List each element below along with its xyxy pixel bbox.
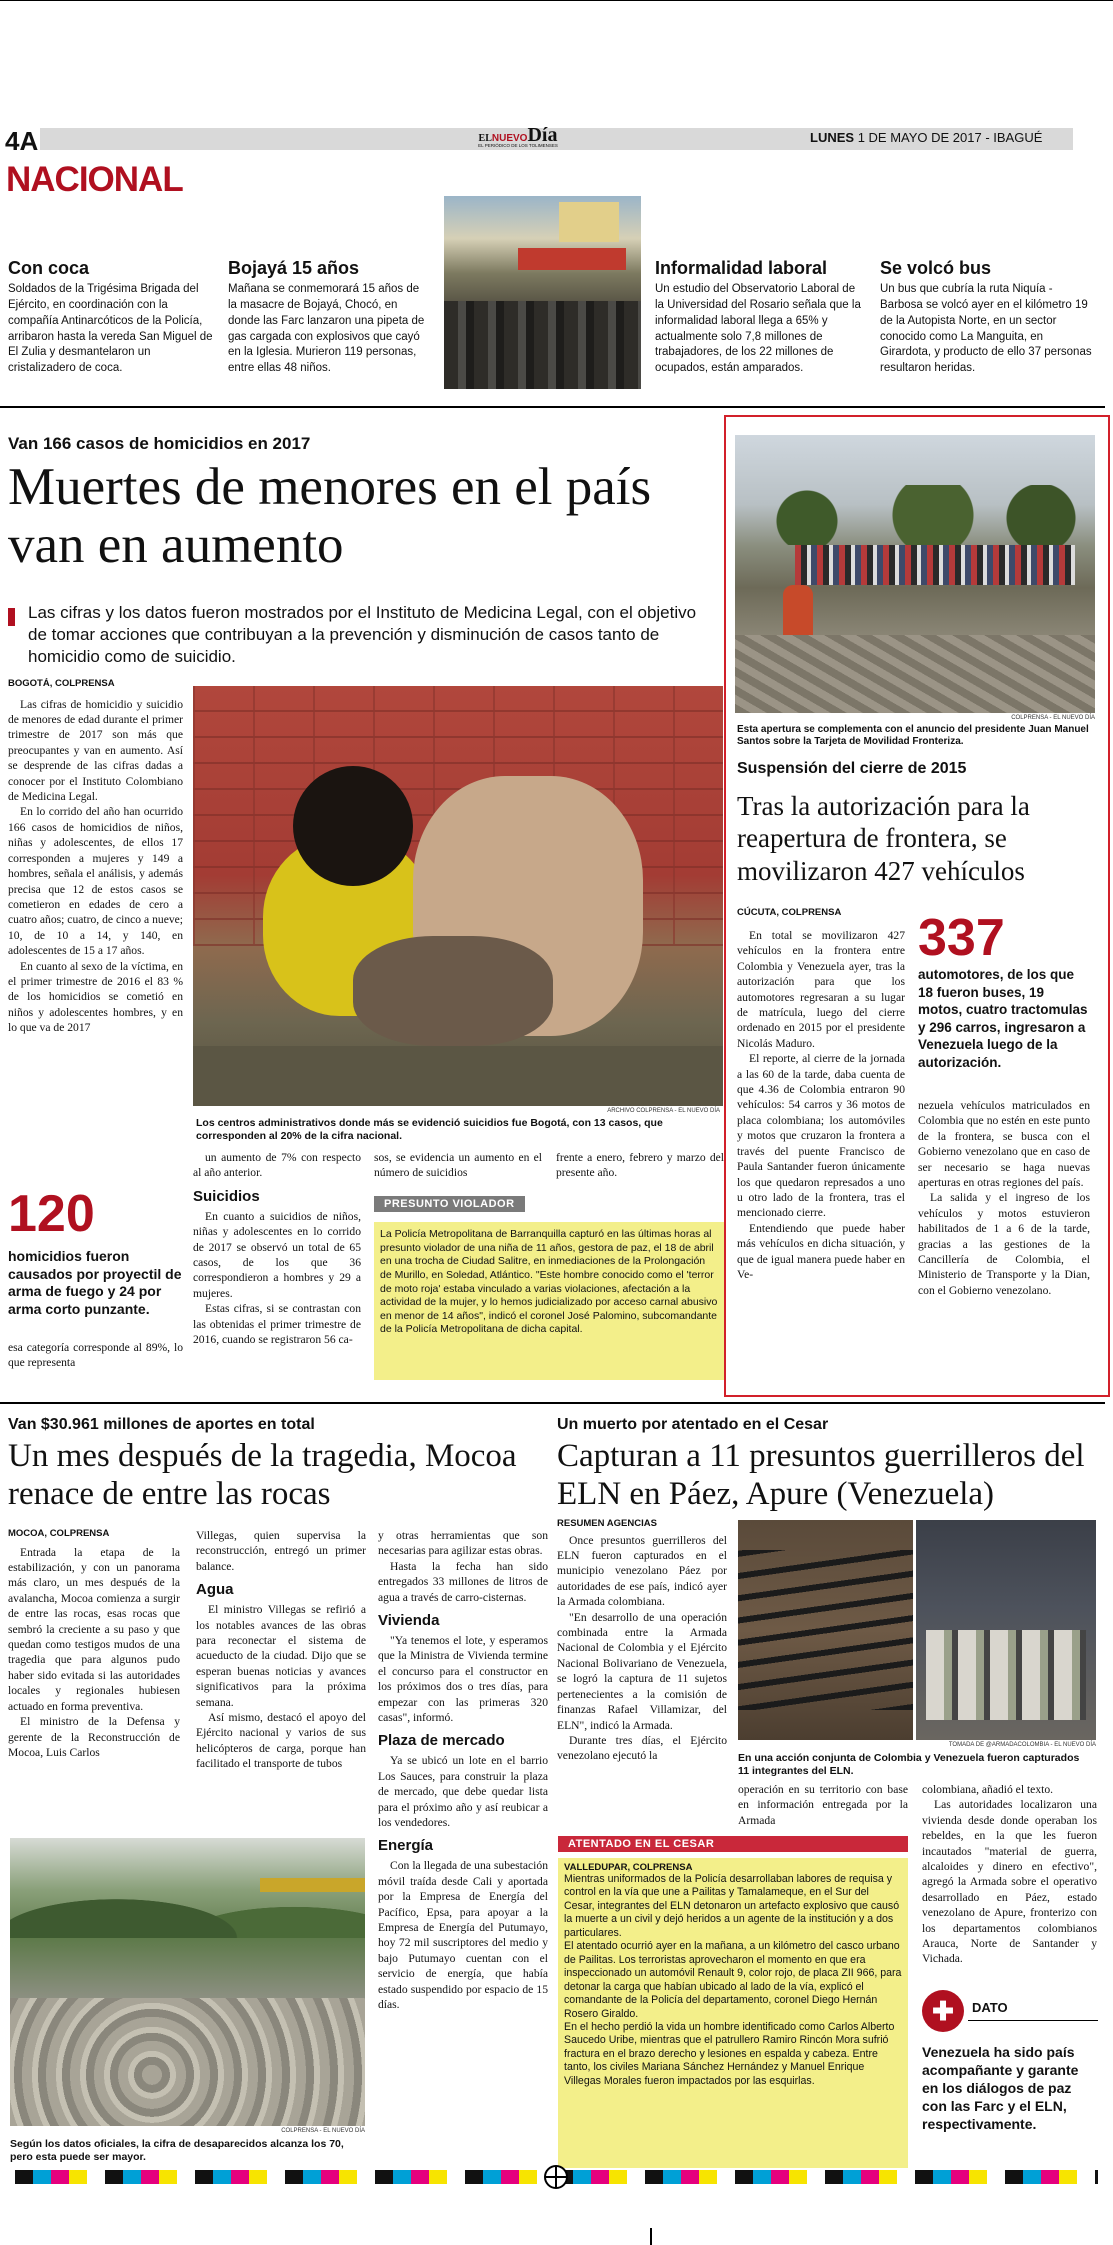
brief-title: Informalidad laboral [655,258,828,278]
frontera-dateline: CÚCUTA, COLPRENSA [737,907,842,918]
muertes-c2b: En cuanto a suicidios de niños, niñas y adolescentes en lo corrido de 2017 se observó un total de 65 casos, de los que 36 correspondieron a hombres y 29 a mujeres. [193,1209,361,1300]
mocoa-col1 [8,1528,180,1836]
mocoa-c3: y otras herramientas que son necesarias para agilizar estas obras. [378,1529,548,1558]
sub-suicidios: Suicidios [193,1187,260,1205]
ground [193,1046,723,1106]
registration-mark-icon [544,2165,568,2189]
logo-tagline: EL PERIÓDICO DE LOS TOLIMENSES [478,143,558,148]
mocoa-c3d: Ya se ubicó un lote en el barrio Los Sauces, para construir la plaza de mercado, que debe quedar lista para el próximo año y así reubicar a los vendedores. [378,1754,548,1829]
brief-title: Bojayá 15 años [228,258,360,278]
sub-energia: Energía [378,1837,434,1855]
atentado-dateline: VALLEDUPAR, COLPRENSA [564,1862,693,1873]
eln-c1c: Durante tres días, el Ejército venezolano ejecutó la [557,1733,727,1763]
boy-photo [193,686,723,1106]
mocoa-col3 [378,1528,548,2168]
muertes-col1-bottom [8,1340,183,1380]
weapons-rifles [738,1550,913,1710]
mocoa-headline: Un mes después de la tragedia, Mocoa renace de entre las rocas [8,1438,517,1512]
stat-after: esa categoría corresponde al 89%, lo que representa [8,1341,183,1370]
brief-text: Soldados de la Trigésima Brigada del Ejército, en coordinación con la compañía Antinarcóticos de la Policía, arribaron hasta la vereda San Miguel de El Zulia y desmantelaron un cristalizadero de coca. [8,283,213,375]
muertes-body3: En cuanto al sexo de la víctima, en el primer trimestre de 2016 el 83 % de los homicidios se cometió en niños y adolescentes hombres, y en lo que va de 2017 [8,959,183,1035]
mocoa-rocks [10,1998,365,2126]
mid-rule [0,1402,1105,1404]
mocoa-c3c: "Ya tenemos el lote, y esperamos que la Ministra de Vivienda termine el concurso para el constructor en los próximos dos o tres días, para empezar con las primeras 320 casas", informó. [378,1633,548,1724]
presunto-violador-band: PRESUNTO VIOLADOR [374,1196,525,1212]
mocoa-col2 [196,1528,366,1828]
briefs-rule [0,406,1105,408]
stat-337-number: 337 [918,909,1005,967]
sub-plaza: Plaza de mercado [378,1732,505,1750]
atentado-text1: Mientras uniformados de la Policía desarrollaban labores de requisa y control en la vía que une a Pailitas y Tamalameque, en el Sur del Cesar, integrantes del ELN detonaron un artefacto explosivo que causó la muerte a un civil y dejó heridos a un agente de la institución y a dos particulares. [564,1873,900,1939]
frontera-photo-caption: Esta apertura se complementa con el anuncio del presidente Juan Manuel Santos sobre la Tarjeta de Movilidad Fronteriza. [737,724,1089,747]
seized-objects [926,1630,1086,1720]
frontera-kicker: Suspensión del cierre de 2015 [737,760,967,777]
atentado-text2: El atentado ocurrió ayer en la mañana, a un kilómetro del casco urbano de Pailitas. Los terroristas aprovecharon el momento en que era inspeccionado un automóvil Renault 9, color rojo, de placa ZII 966, para detonar la carga que habían ubicado al lado de la vía, explicó el comandante de la Policía del departamento, coronel Diego Hernán Rosero Giraldo. [564,1940,902,2020]
weapons-photo [738,1520,913,1740]
stat-120-text: homicidios fueron causados por proyectil de arma de fuego y 24 por arma corto punzante. [8,1248,182,1317]
mocoa-dateline: MOCOA, COLPRENSA [8,1528,110,1539]
brief-text: Un estudio del Observatorio Laboral de la Universidad del Rosario señala que la informalidad laboral llega a 65% y actualmente solo 7,8 millones de trabajadores, de los 22 millones de ocupados, están amparados. [655,283,861,375]
mocoa-photo-caption: Según los datos oficiales, la cifra de desaparecidos alcanza los 70, pero esta puede ser mayor. [10,2138,344,2163]
eln-col3 [922,1782,1097,1984]
muertes-kicker: Van 166 casos de homicidios en 2017 [8,434,311,453]
frontera-col2 [918,1098,1090,1380]
muertes-lead: Las cifras y los datos fueron mostrados por el Instituto de Medicina Legal, con el objetivo de tomar acciones que contribuyan a la prevención y disminución de casos tanto de homicidio como de suicidio. [28,603,697,667]
presunto-violador-box [374,1222,724,1380]
dato-box [922,1990,1098,2168]
mocoa-c3e: Con la llegada de una subestación móvil traída desde Cali y aportada por la Empresa de Energía del Pacífico, Epsa, para apoyar a la Empresa de Energía del Putumayo, hoy 72 mil suscriptores del medio y bajo Putumayo cuentan con el servicio de energía, que había estado suspendido por espacio de 15 días. [378,1859,548,2011]
frontera-col1 [737,928,905,1380]
mocoa-hills [10,1858,365,1938]
brief-se-volco-bus [880,258,1095,377]
logo-dia: Día [527,124,558,146]
boy-photo-credit: ARCHIVO COLPRENSA - EL NUEVO DÍA [607,1108,720,1114]
section-title: NACIONAL [6,160,183,199]
mocoa-kicker: Van $30.961 millones de aportes en total [8,1416,315,1433]
protest-building [559,202,619,242]
muertes-col1 [8,678,183,1173]
muertes-body2: En lo corrido del año han ocurrido 166 casos de homicidios de niños, niñas y adolescentes, de ellos 17 corresponden a mujeres y 149 a hombres, señala el análisis, y además precisa que 12 de estos casos se cometieron en edades de cero a cuatro años; cuatro, de cinco a nueve; 10, de 10 a 14, y 140, en adolescentes de 15 a 17 años. [8,805,183,958]
muertes-col2 [193,1150,361,1382]
mocoa-photo-credit: COLPRENSA - EL NUEVO DÍA [281,2128,365,2134]
eln-col1 [557,1518,727,1826]
eln-c1b: "En desarrollo de una operación combinada entre la Armada Nacional de Colombia y el Ejército Nacional Bolivariano de Venezuela, se logró la captura de 11 sujetos pertenecientes a la comisión de finanzas Rafael Villamizar, del ELN", indicó la Armada. [557,1610,727,1732]
boy-shorts [353,936,553,1046]
muertes-body1: Las cifras de homicidio y suicidio de menores de edad durante el primer trimestre de 2017 son más que preocupantes y van en aumento. Así se desprende de las cifras dadas a conocer por el Instituto Colombiano de Medicina Legal. [8,697,183,804]
mocoa-c1b: El ministro de la Defensa y gerente de la Reconstrucción de Mocoa, Luis Carlos [8,1715,180,1759]
brief-con-coca [8,258,213,377]
top-rule [0,0,1113,1]
atentado-box [558,1858,908,2168]
eln-col2 [738,1782,908,1826]
muertes-col3 [374,1150,542,1190]
atentado-band: ATENTADO EN EL CESAR [558,1836,908,1852]
eln-headline: Capturan a 11 presuntos guerrilleros del ELN en Páez, Apure (Venezuela) [557,1438,1085,1512]
protest-photo [444,196,641,389]
protest-banner [518,248,626,270]
muertes-headline: Muertes de menores en el país van en aumento [8,458,652,575]
mocoa-photo [10,1838,365,2126]
eln-photo-credit: TOMADA DE @ARMADACOLOMBIA - EL NUEVO DÍA [948,1742,1096,1748]
dato-rule [968,2020,1098,2021]
frontera-c1c: Entendiendo que puede haber más vehículos en dicha situación, y que de igual manera puede haber en Ve- [737,1221,905,1281]
date-rest: 1 DE MAYO DE 2017 - IBAGUÉ [857,130,1043,145]
eln-c3: colombiana, añadió el texto. [922,1783,1054,1796]
muertes-c4a: frente a enero, febrero y marzo del presente año. [556,1151,724,1180]
frontera-photo [735,435,1095,713]
bottom-fold-mark [650,2228,652,2245]
muertes-c2a: un aumento de 7% con respecto al año anterior. [193,1151,361,1180]
frontera-trees [735,485,1095,545]
page-number: 4A [5,126,39,156]
eln-c3b: Las autoridades localizaron una vivienda desde donde operaban los rebeldes, en la que les fueron incautados "material de guerra, alcaloides y dinero en efectivo", agregó la Armada sobre el operativo desarrollado en Páez, estado venezolano de Apure, fronterizo con los departamentos colombianos Arauca, Norte de Santander y Vichada. [922,1798,1097,1966]
seized-items-photo [916,1520,1096,1740]
presunto-violador-text: La Policía Metropolitana de Barranquilla capturó en las últimas horas al presunto violador de una niña de 11 años, gestora de paz, el 18 de abril en una trocha de Ciudad Salitre, en inmediaciones de la Prolongación de Murillo, en Soledad, Atlántico. "Este hombre conocido como el 'terror de moto roja' estaba vinculado a varias violaciones, afectación a la actividad de la mujer, y lo hemos judicializado por acceso carnal abusivo en menor de 14 años", indicó el coronel José Palomino, subcomandante de la Policía Metropolitana de dicha capital. [380,1228,718,1336]
dato-label: DATO [972,2000,1008,2015]
brief-text: Un bus que cubría la ruta Niquía - Barbosa se volcó ayer en el kilómetro 19 de la Autopista Norte, en un sector conocido como La Manguita, en Girardota, y producto de ello 37 personas resultaron heridas. [880,283,1092,375]
brief-title: Se volcó bus [880,258,992,278]
frontera-c1: En total se movilizaron 427 vehículos en la frontera entre Colombia y Venezuela ayer, tras la autorización para que los automotores regresaran a su lugar de matrícula, luego del cierre ordenado en 2015 por el presidente Nicolás Maduro. [737,929,905,1050]
brief-title: Con coca [8,258,90,278]
date-day: LUNES [810,130,855,145]
eln-dateline: RESUMEN AGENCIAS [557,1518,657,1529]
sub-agua: Agua [196,1581,234,1599]
muertes-lead-marker [8,608,15,626]
protest-crowd [444,301,641,389]
muertes-dateline: BOGOTÁ, COLPRENSA [8,678,115,689]
boy-photo-caption: Los centros administrativos donde más se evidenció suicidios fue Bogotá, con 13 casos, que corresponden al 20% de la cifra nacional. [196,1117,663,1142]
stat-120-number: 120 [8,1185,95,1243]
mocoa-bridge [260,1878,365,1892]
dato-text: Venezuela ha sido país acompañante y garante en los diálogos de paz con las Farc y el ELN, respectivamente. [922,2044,1079,2132]
muertes-c3a: sos, se evidencia un aumento en el número de suicidios [374,1151,542,1180]
logo [463,124,573,148]
frontera-c1b: El reporte, al cierre de la jornada a las 60 de la tarde, daba cuenta de que 4.36 de Colombia entraron 90 vehículos: 54 carros y 36 motos de placa colombiana; los automóviles y motos que cruzaron la frontera a través del puente Francisco de Paula Santander fueron únicamente los que quedaron represados a uno u otro lado de la frontera, tras el mencionado cierre. [737,1052,905,1220]
eln-c1: Once presuntos guerrilleros del ELN fueron capturados en el municipio venezolano Páez por autoridades de ese país, indicó ayer la Armada colombiana. [557,1533,727,1609]
stat-337-text: automotores, de los que 18 fueron buses, 19 motos, cuatro tractomulas y 296 carros, ingresaron a Venezuela luego de la autorización. [918,967,1088,1070]
mocoa-c3b: Hasta la fecha han sido entregados 33 millones de litros de agua a través de carro-cisternas. [378,1559,548,1604]
logo-el: EL [478,133,492,144]
mocoa-c2b: El ministro Villegas se refirió a los notables avances de las obras para reconectar el sistema de acueducto de la ciudad. Dijo que se esperan buenas noticias y avances significativos para la próxima semana. [196,1603,366,1709]
muertes-c2c: Estas cifras, si se contrastan con las obtenidas el primer trimestre de 2016, cuando se registraron 56 ca- [193,1302,361,1346]
eln-photo-caption: En una acción conjunta de Colombia y Venezuela fueron capturados 11 integrantes del ELN. [738,1752,1080,1777]
mocoa-c2c: Así mismo, destacó el apoyo del Ejército nacional y varios de sus helicópteros de carga, porque han facilitado el transporte de tubos [196,1711,366,1771]
date-line [810,130,1042,145]
frontera-c2: nezuela vehículos matriculados en Colombia que no estén en este punto de la frontera, se busca con el Gobierno venezolano que en caso de ser necesario se haga nuevas aperturas en otras regiones del país. [918,1099,1090,1190]
sub-vivienda: Vivienda [378,1612,440,1630]
atentado-text3: En el hecho perdió la vida un hombre identificado como Carlos Alberto Saucedo Uribe, mientras que el patrullero Ramiro Rincón Mora sufrió fractura en el brazo derecho y lesiones en espalda y cabeza. Entre tanto, los civiles Mariana Sánchez Hernández y Manuel Enrique Villegas Morales fueron impactados por las esquirlas. [564,2020,895,2087]
logo-nuevo: NUEVO [491,133,528,144]
mocoa-c2: Villegas, quien supervisa la reconstrucción, entregó un primer balance. [196,1529,366,1573]
dato-icon: ✚ [922,1990,964,2032]
frontera-headline: Tras la autorización para la reapertura de frontera, se movilizaron 427 vehículos [737,791,1030,886]
frontera-c2b: La salida y el ingreso de los vehículos y motos estuvieron habilitados de 1 a 6 de la tarde, gracias a las gestiones de la Cancillería de Colombia, el Ministerio de Transporte y la Dian, con el Gobierno venezolano. [918,1191,1090,1297]
frontera-crowd [795,545,1075,585]
brief-informalidad [655,258,865,377]
eln-c2: operación en su territorio con base en información entregada por la Armada [738,1783,908,1826]
muertes-col4 [556,1150,724,1190]
eln-kicker: Un muerto por atentado en el Cesar [557,1416,829,1433]
brief-text: Mañana se conmemorará 15 años de la masacre de Bojayá, Chocó, en donde las Farc lanzaron una pipeta de gas cargada con explosivos que cayó en la Iglesia. Murieron 119 personas, entre ellas 48 niños. [228,283,425,375]
frontera-photo-credit: COLPRENSA - EL NUEVO DÍA [1011,715,1095,721]
boy-head [293,766,413,886]
mocoa-c1: Entrada la etapa de la estabilización, y con un panorama más claro, un mes después de la avalancha, Mocoa comienza a surgir de entre las rocas, esas rocas que sembró la creciente a su paso y que quedan como testigos mudos de una tragedia que para algunos pudo haber sido evitada si las autoridades locales y regionales hubiesen actuado en forma preventiva. [8,1545,180,1713]
frontera-rubble [735,635,1095,713]
brief-bojaya [228,258,428,377]
